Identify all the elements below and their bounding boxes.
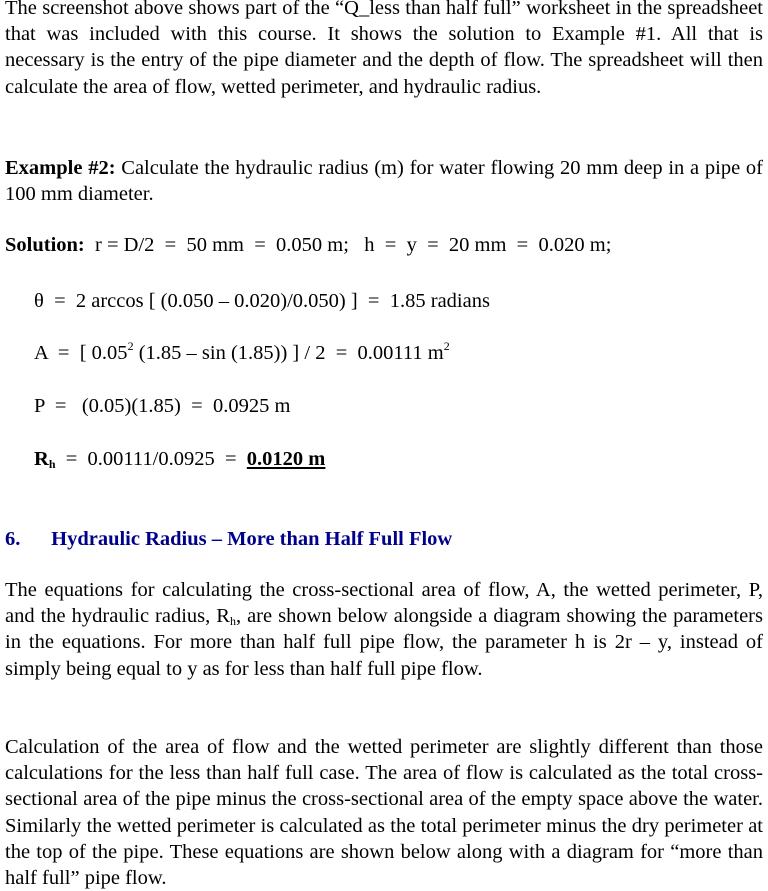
section-title: Hydraulic Radius – More than Half Full Flow [51,528,453,550]
area-exponent-1: 2 [127,339,134,353]
rh-equation-text: = 0.00111/0.0925 = [55,448,247,470]
area-equation-rest: (1.85 – sin (1.85)) ] / 2 = 0.00111 m [133,342,444,364]
solution-line [5,232,611,258]
equations-paragraph: The equations for calculating the cross-sectional area of flow, A, the wetted perimeter, P, and the hydraulic radius, $R_h$, are shown below alongside a diagram showing the parameters in the equations. For more than half full pipe flow, the parameter h is 2r – y, instead of simply being equal to y as for less than half full pipe flow. [5,579,763,680]
area-equation [34,340,450,366]
area-equation-lhs: A = [ 0.05 [34,342,128,364]
perimeter-equation: P = (0.05)(1.85) = 0.0925 m [34,395,291,417]
hydraulic-radius-equation [34,446,325,472]
solution-text: r = D/2 = 50 mm = 0.050 m; h = y = 20 mm = 0.020 m; [84,234,612,256]
rh-symbol: $R_h$ [34,448,56,471]
section-number: 6. [5,528,21,550]
area-exponent-2: 2 [443,339,450,353]
solution-label: Solution: [5,234,85,256]
calculation-paragraph: Calculation of the area of flow and the wetted perimeter are slightly different than those calculations for the less than half full case. The area of flow is calculated as the total cross-sectional area of the pipe minus the cross-sectional area of the empty space above the water. Similarly the wetted perimeter is calculated as the total perimeter minus the dry perimeter at the top of the pipe. These equations are shown below along with a diagram for “more than half full” pipe flow. [5,736,763,890]
theta-equation: θ = 2 arccos [ (0.050 – 0.020)/0.050) ] = 1.85 radians [34,290,490,312]
example-2-paragraph [5,155,763,207]
section-heading [5,526,452,552]
example-2-label: Example #2: [5,157,116,179]
rh-result: 0.0120 m [246,448,326,470]
intro-paragraph: The screenshot above shows part of the “Q_less than half full” worksheet in the spreadsheet that was included with this course. It shows the solution to Example #1. All that is necessary is the entry of the pipe diameter and the depth of flow. The spreadsheet will then calculate the area of flow, wetted perimeter, and hydraulic radius. [5,0,763,98]
example-2-text: Calculate the hydraulic radius (m) for water flowing 20 mm deep in a pipe of 100 mm diameter. [5,157,763,206]
